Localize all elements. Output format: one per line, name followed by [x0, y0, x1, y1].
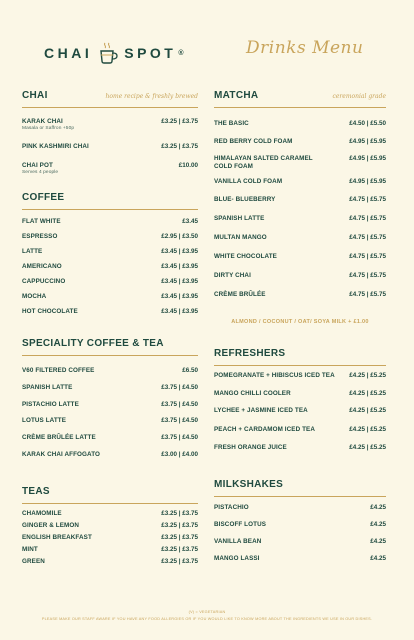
menu-item — [22, 278, 198, 286]
item-price: £4.95 | £5.95 — [349, 178, 386, 185]
item-price: £4.25 — [370, 504, 386, 511]
section-title: SPECIALITY COFFEE & TEA — [22, 338, 164, 349]
item-name: FLAT WHITE — [22, 218, 61, 225]
item-name: V60 FILTERED COFFEE — [22, 367, 95, 374]
item-name: PINK KASHMIRI CHAI — [22, 143, 89, 150]
menu-item — [214, 215, 386, 223]
item-name: THE BASIC — [214, 120, 249, 127]
menu-item — [22, 401, 198, 409]
item-price: £2.95 | £3.50 — [161, 233, 198, 240]
chai-cup-icon — [98, 42, 118, 64]
item-price: £4.95 | £5.95 — [349, 155, 386, 162]
item-name: CRÈME BRÛLÉE — [214, 291, 266, 298]
item-name: CHAMOMILE — [22, 510, 62, 517]
item-price: £4.50 | £5.50 — [349, 120, 386, 127]
item-name: SPANISH LATTE — [22, 384, 73, 391]
item-price: £4.25 — [370, 555, 386, 562]
item-name: LOTUS LATTE — [22, 417, 67, 424]
menu-item — [22, 162, 198, 176]
item-name: PISTACHIO — [214, 504, 249, 511]
item-price: £3.45 | £3.95 — [161, 263, 198, 270]
section-milkshakes — [214, 479, 386, 569]
item-name: RED BERRY COLD FOAM — [214, 138, 293, 145]
section-note: ceremonial grade — [332, 93, 386, 100]
item-price: £4.25 | £5.25 — [349, 444, 386, 451]
menu-item — [214, 178, 386, 186]
item-price: £3.45 | £3.95 — [161, 248, 198, 255]
menu-item — [214, 196, 386, 204]
item-name: VANILLA BEAN — [214, 538, 262, 545]
item-name: HOT CHOCOLATE — [22, 308, 78, 315]
section-title: TEAS — [22, 486, 50, 497]
item-price: £3.75 | £4.50 — [161, 434, 198, 441]
item-price: £4.75 | £5.75 — [349, 215, 386, 222]
menu-item — [214, 155, 386, 170]
menu-item — [22, 293, 198, 301]
item-price: £4.25 | £5.25 — [349, 426, 386, 433]
menu-item — [22, 263, 198, 271]
item-price: £4.25 | £5.25 — [349, 407, 386, 414]
item-name: LYCHEE + JASMINE ICED TEA — [214, 407, 308, 414]
milk-note-row — [214, 319, 386, 325]
item-price: £4.75 | £5.75 — [349, 272, 386, 279]
item-name: PEACH + CARDAMOM ICED TEA — [214, 426, 315, 433]
menu-item — [22, 522, 198, 530]
item-price: £3.25 | £3.75 — [161, 546, 198, 553]
item-price: £4.25 | £5.25 — [349, 372, 386, 379]
menu-item — [214, 291, 386, 299]
brand-logo — [44, 42, 187, 64]
menu-item — [214, 538, 386, 546]
menu-item — [214, 272, 386, 280]
menu-item — [22, 510, 198, 518]
menu-item — [22, 248, 198, 256]
item-price: £3.75 | £4.50 — [161, 417, 198, 424]
menu-item — [22, 233, 198, 241]
menu-title: Drinks Menu — [246, 38, 364, 58]
menu-item — [22, 417, 198, 425]
menu-item — [214, 407, 386, 415]
item-price: £3.25 | £3.75 — [161, 118, 198, 125]
item-name: KARAK CHAI — [22, 118, 63, 125]
item-price: £4.25 | £5.25 — [349, 390, 386, 397]
item-price: £3.25 | £3.75 — [161, 143, 198, 150]
section-chai — [22, 90, 198, 180]
item-name: DIRTY CHAI — [214, 272, 251, 279]
item-sub: Serves 4 people — [22, 169, 59, 175]
item-name: POMEGRANATE + HIBISCUS ICED TEA — [214, 372, 335, 379]
item-price: £3.45 | £3.95 — [161, 308, 198, 315]
logo-text-left: CHAI — [44, 45, 93, 61]
menu-item — [22, 143, 198, 151]
menu-item — [214, 504, 386, 512]
section-coffee — [22, 192, 198, 322]
item-price: £3.45 | £3.95 — [161, 278, 198, 285]
section-header — [214, 348, 386, 366]
item-price: £3.25 | £3.75 — [161, 510, 198, 517]
menu-item — [214, 521, 386, 529]
item-price: £3.25 | £3.75 — [161, 558, 198, 565]
item-name: PISTACHIO LATTE — [22, 401, 79, 408]
milk-note: ALMOND / COCONUT / OAT/ SOYA MILK + £1.00 — [231, 319, 369, 325]
menu-item — [214, 138, 386, 146]
item-name: ESPRESSO — [22, 233, 58, 240]
section-title: CHAI — [22, 90, 48, 101]
menu-item — [214, 372, 386, 380]
menu-item — [214, 555, 386, 563]
section-header — [22, 192, 198, 210]
item-name: CRÈME BRÛLÉE LATTE — [22, 434, 96, 441]
menu-item — [214, 120, 386, 128]
section-refreshers — [214, 348, 386, 458]
item-price: £4.25 — [370, 538, 386, 545]
item-price: £3.25 | £3.75 — [161, 522, 198, 529]
menu-item — [22, 118, 198, 132]
footer-vegetarian-note: (V) = VEGETARIAN — [188, 610, 226, 614]
item-price: £3.25 | £3.75 — [161, 534, 198, 541]
section-title: MILKSHAKES — [214, 479, 284, 490]
item-name: GINGER & LEMON — [22, 522, 80, 529]
menu-item — [22, 367, 198, 375]
item-name: MANGO LASSI — [214, 555, 260, 562]
item-name: WHITE CHOCOLATE — [214, 253, 277, 260]
menu-item — [22, 434, 198, 442]
item-price: £3.00 | £4.00 — [161, 451, 198, 458]
section-header — [22, 90, 198, 108]
item-name: BLUE- BLUEBERRY — [214, 196, 276, 203]
section-header — [214, 479, 386, 497]
item-price: £4.75 | £5.75 — [349, 196, 386, 203]
item-price: £4.75 | £5.75 — [349, 291, 386, 298]
item-price: £4.95 | £5.95 — [349, 138, 386, 145]
item-name: KARAK CHAI AFFOGATO — [22, 451, 101, 458]
item-name: LATTE — [22, 248, 43, 255]
item-price: £3.45 | £3.95 — [161, 293, 198, 300]
menu-item — [214, 234, 386, 242]
section-title: MATCHA — [214, 90, 259, 101]
section-header — [214, 90, 386, 108]
menu-item — [214, 444, 386, 452]
item-name: SPANISH LATTE — [214, 215, 265, 222]
menu-item — [22, 218, 198, 226]
section-teas — [22, 486, 198, 571]
item-name: MULTAN MANGO — [214, 234, 267, 241]
item-name: MANGO CHILLI COOLER — [214, 390, 291, 397]
item-price: £3.75 | £4.50 — [161, 401, 198, 408]
item-name: HIMALAYAN SALTED CARAMEL COLD FOAM — [214, 155, 313, 170]
item-price: £3.45 — [182, 218, 198, 225]
section-header — [22, 486, 198, 504]
footer-allergy-note: PLEASE MAKE OUR STAFF AWARE IF YOU HAVE ANY FOOD ALLERGIES OR IF YOU WOULD LIKE TO KNOW MORE ABOUT THE INGREDIENTS WE USE IN OUR DISHES. — [41, 617, 373, 621]
item-name: GREEN — [22, 558, 45, 565]
registered-mark: ® — [178, 49, 188, 57]
item-sub: Masala or Saffron +50p — [22, 125, 75, 131]
section-speciality — [22, 338, 198, 463]
menu-item — [22, 534, 198, 542]
item-name: VANILLA COLD FOAM — [214, 178, 283, 185]
item-price: £6.50 — [182, 367, 198, 374]
item-name: AMERICANO — [22, 263, 62, 270]
item-price: £10.00 — [178, 162, 198, 169]
item-price: £4.75 | £5.75 — [349, 253, 386, 260]
item-name: MINT — [22, 546, 38, 553]
menu-item — [214, 253, 386, 261]
item-name: FRESH ORANGE JUICE — [214, 444, 287, 451]
menu-item — [22, 308, 198, 316]
menu-item — [214, 390, 386, 398]
section-matcha — [214, 90, 386, 330]
menu-item — [22, 384, 198, 392]
item-name: ENGLISH BREAKFAST — [22, 534, 92, 541]
menu-item — [22, 558, 198, 566]
menu-item — [22, 546, 198, 554]
logo-text-right: SPOT — [124, 45, 177, 61]
item-price: £3.75 | £4.50 — [161, 384, 198, 391]
section-note: home recipe & freshly brewed — [105, 93, 198, 100]
section-title: REFRESHERS — [214, 348, 286, 359]
menu-item — [214, 426, 386, 434]
item-price: £4.75 | £5.75 — [349, 234, 386, 241]
item-name: MOCHA — [22, 293, 47, 300]
item-name: CAPPUCCINO — [22, 278, 66, 285]
menu-item — [22, 451, 198, 459]
item-price: £4.25 — [370, 521, 386, 528]
section-header — [22, 338, 198, 356]
item-name: CHAI POT — [22, 162, 53, 169]
section-title: COFFEE — [22, 192, 65, 203]
item-name: BISCOFF LOTUS — [214, 521, 267, 528]
